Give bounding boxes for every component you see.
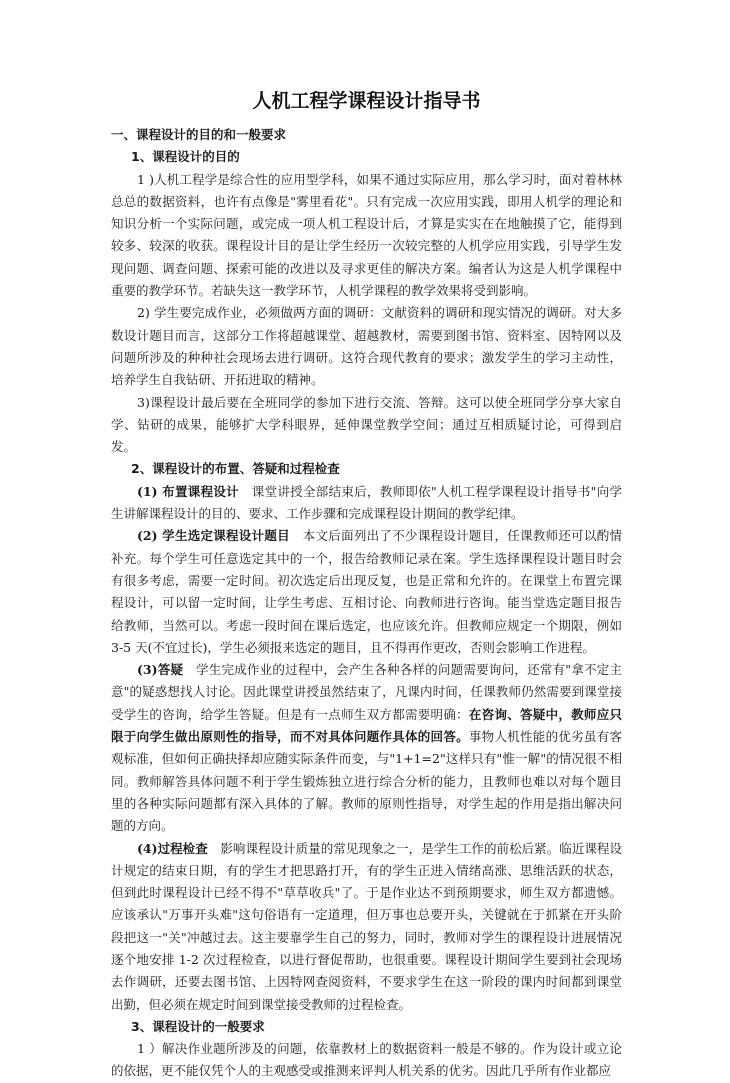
paragraph-3: 3)课程设计最后要在全班同学的参加下进行交流、答辩。这可以使全班同学分享大家自学、钻研的成果，能够扩大学科眼界，延伸课堂教学空间；通过互相质疑讨论，可得到启发。	[111, 394, 622, 455]
paragraph-1: 1 )人机工程学是综合性的应用型学科，如果不通过实际应用，那么学习时，面对着林林总总的数据资料，也许有点像是"雾里看花"。只有完成一次应用实践，即用人机学的理论和知识分析一个实际问题，或完成一项人机工程设计后，才算是实实在在地触摸了它，能得到较多、较深的收获。课程设计目的是让学生经历一次较完整的人机学应用实践，引导学生发现问题、调查问题、探索可能的改进以及寻求更佳的解决方案。编者认为这是人机学课程中重要的教学环节。若缺失这一教学环节，人机学课程的教学效果将受到影响。	[111, 171, 622, 299]
paragraph-qa	[111, 659, 622, 837]
subsection-heading-1: 1、课程设计的目的	[131, 149, 240, 165]
paragraph-select-topic-text: 本文后面列出了不少课程设计题目，任课教师还可以酌情补充。每个学生可任意选定其中的一个，报告给教师记录在案。学生选择课程设计题目时会有很多考虑，需要一定时间。初次选定后出现反复，也是正常和允许的。在课堂上布置完课程设计，可以留一定时间，让学生考虑、互相讨论、向教师进行咨询。能当堂选定题目报告给教师，当然可以。考虑一段时间在课后选定，也应该允许。但教师应规定一个期限，例如3-5 天(不宜过长)，学生必须报来选定的题目，且不得再作更改，否则会影响工作进程。	[111, 528, 622, 655]
paragraph-assign-label: (1) 布置课程设计	[137, 483, 239, 499]
paragraph-2: 2) 学生要完成作业，必须做两方面的调研：文献资料的调研和现实情况的调研。对大多数设计题目而言，这部分工作将超越课堂、超越教材，需要到图书馆、资料室、因特网以及问题所涉及的种种社会现场去进行调研。这符合现代教育的要求；激发学生的学习主动性，培养学生自我钻研、开拓进取的精神。	[111, 305, 622, 388]
paragraph-qa-text-b: 事物人机性能的优劣虽有客观标准，但如何正确抉择却应随实际条件而变，与"1+1=2"这样只有"惟一解"的情况很不相同。教师解答具体问题不利于学生锻炼独立进行综合分析的能力，且教师也难以对每个题目里的各种实际问题都有深入具体的了解。教师的原则性指导，对学生起的作用是指出解决问题的方向。	[111, 729, 622, 834]
document-title: 人机工程学课程设计指导书	[252, 90, 481, 112]
paragraph-select-topic	[111, 525, 622, 659]
subsection-heading-3: 3、课程设计的一般要求	[131, 1018, 265, 1034]
paragraph-assign	[111, 481, 622, 526]
paragraph-process-check-text: 影响课程设计质量的常见现象之一，是学生工作的前松后紧。临近课程设计规定的结束日期，有的学生才把思路打开，有的学生正进入情绪高涨、思维活跃的状态，但到此时课程设计已经不得不"草草收兵"了。于是作业达不到预期要求，师生双方都遗憾。应该承认"万事开头难"这句俗语有一定道理，但万事也总要开头，关键就在于抓紧在开头阶段把这一"关"冲越过去。这主要靠学生自己的努力，同时，教师对学生的课程设计进展情况逐个地安排 1-2 次过程检查，以进行督促帮助，也很重要。课程设计期间学生要到社会现场去作调研，还要去图书馆、上因特网查阅资料，不要求学生在这一阶段的课内时间都到课堂出勤，但必须在规定时间到课堂接受教师的过程检查。	[111, 840, 622, 1012]
subsection-heading-2: 2、课程设计的布置、答疑和过程检查	[131, 461, 340, 477]
paragraph-qa-text-a: 学生完成作业的过程中，会产生各种各样的问题需要询问，还常有"拿不定主意"的疑惑想找人讨论。因此课堂讲授虽然结束了，凡课内时间，任课教师仍然需要到课堂接受学生的咨询，给学生答疑。但是有一点师生双方都需要明确：	[111, 662, 622, 722]
paragraph-assign-text: 课堂讲授全部结束后，教师即依"人机工程学课程设计指导书"向学生讲解课程设计的目的、要求、工作步骤和完成课程设计期间的教学纪律。	[111, 483, 622, 522]
section-heading-1: 一、课程设计的目的和一般要求	[111, 127, 287, 142]
paragraph-general-req: 1 ）解决作业题所涉及的问题，依靠教材上的数据资料一般是不够的。作为设计或立论的依据，更不能仅凭个人的主观感受或推测来评判人机关系的优劣。因此几乎所有作业都应	[111, 1041, 622, 1079]
paragraph-process-check-label: (4)过程检查	[137, 840, 208, 856]
paragraph-qa-label: (3)答疑	[137, 662, 184, 678]
paragraph-select-topic-label: (2) 学生选定课程设计题目	[137, 528, 290, 544]
paragraph-process-check	[111, 838, 622, 1016]
paragraph-qa-bold: 在咨询、答疑中，教师应只限于向学生做出原则性的指导，而不对具体问题作具体的回答。	[111, 706, 622, 745]
